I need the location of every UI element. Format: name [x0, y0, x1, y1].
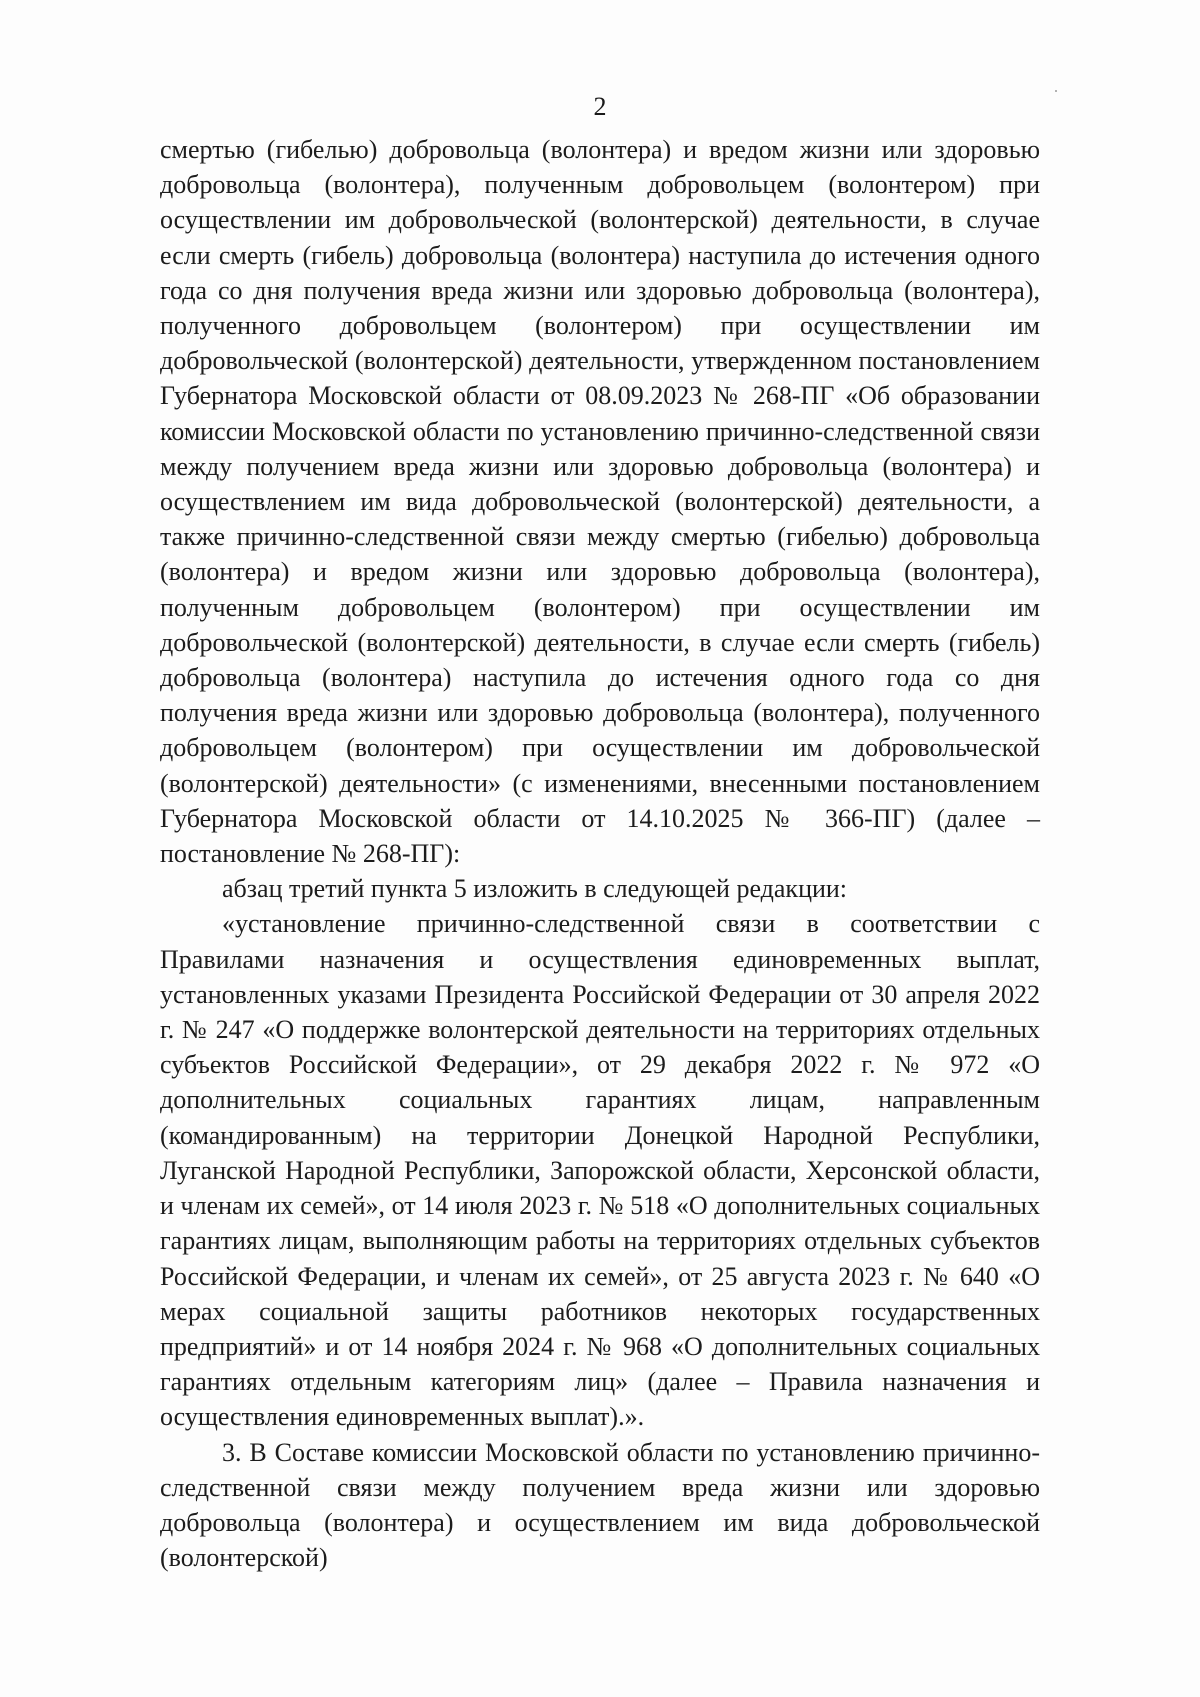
- paragraph-continuation: смертью (гибелью) добровольца (волонтера) и вредом жизни или здоровью добровольца (волонтера), полученным добровольцем (волонтером) при осуществлении им добровольческой (волонтерской) деятельности, в случае если смерть (гибель) добровольца (волонтера) наступила до истечения одного года со дня получения вреда жизни или здоровью добровольца (волонтера), полученного добровольцем (волонтером) при осуществлении им добровольческой (волонтерской) деятельности, утвержденном постановлением Губернатора Московской области от 08.09.2023 № 268-ПГ «Об образовании комиссии Московской области по установлению причинно-следственной связи между получением вреда жизни или здоровью добровольца (волонтера) и осуществлением им вида добровольческой (волонтерской) деятельности, а также причинно-следственной связи между смертью (гибелью) добровольца (волонтера) и вредом жизни или здоровью добровольца (волонтера), полученным добровольцем (волонтером) при осуществлении им добровольческой (волонтерской) деятельности, в случае если смерть (гибель) добровольца (волонтера) наступила до истечения одного года со дня получения вреда жизни или здоровью добровольца (волонтера), полученного добровольцем (волонтером) при осуществлении им добровольческой (волонтерской) деятельности» (с изменениями, внесенными постановлением Губернатора Московской области от 14.10.2025 № 366-ПГ) (далее – постановление № 268-ПГ):: [160, 135, 1040, 869]
- paragraph-item-3: 3. В Составе комиссии Московской области по установлению причинно-следственной связи между получением вреда жизни или здоровью добровольца (волонтера) и осуществлением им вида добровольческой (волонтерской): [160, 1437, 1040, 1573]
- paragraph-amendment-text: «установление причинно-следственной связи в соответствии с Правилами назначения и осуществления единовременных выплат, установленных указами Президента Российской Федерации от 30 апреля 2022 г. № 247 «О поддержке волонтерской деятельности на территориях отдельных субъектов Российской Федерации», от 29 декабря 2022 г. № 972 «О дополнительных социальных гарантиях лицам, направленным (командированным) на территории Донецкой Народной Республики, Луганской Народной Республики, Запорожской области, Херсонской области, и членам их семей», от 14 июля 2023 г. № 518 «О дополнительных социальных гарантиях лицам, выполняющим работы на территориях отдельных субъектов Российской Федерации, и членам их семей», от 25 августа 2023 г. № 640 «О мерах социальной защиты работников некоторых государственных предприятий» и от 14 ноября 2024 г. № 968 «О дополнительных социальных гарантиях отдельным категориям лиц» (далее – Правила назначения и осуществления единовременных выплат).».: [160, 909, 1040, 1432]
- page-number: 2: [593, 92, 607, 121]
- paragraph-amendment-intro: абзац третий пункта 5 изложить в следующей редакции:: [222, 874, 848, 904]
- body-text: [160, 132, 1040, 1575]
